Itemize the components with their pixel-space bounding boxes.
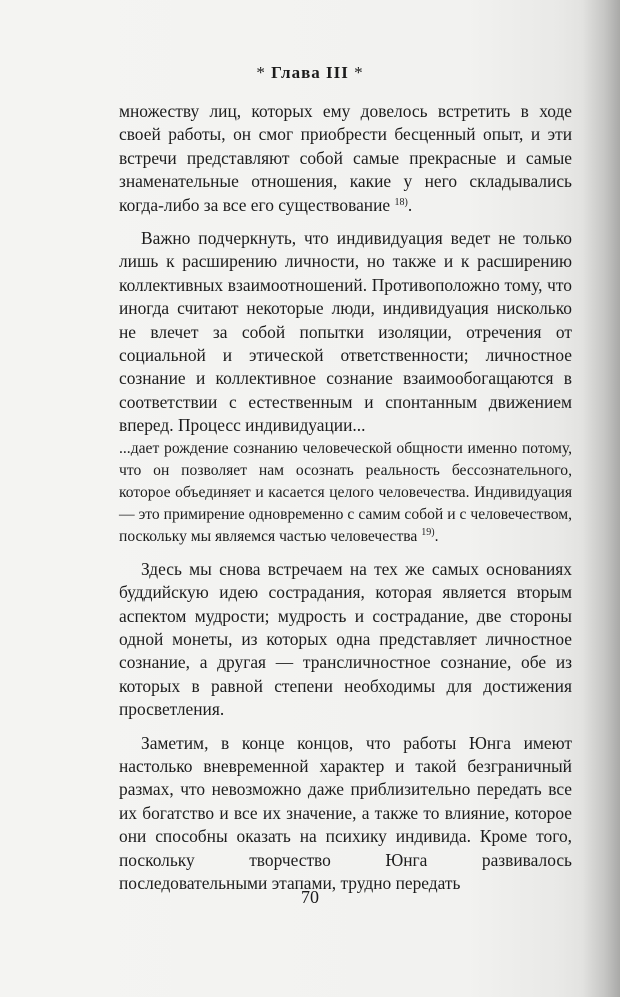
- paragraph: Важно подчеркнуть, что индивидуация ведет не только лишь к расширению личности, но также и к расширению коллективных взаимоотношений. Противоположно тому, что иногда считают некоторые люди, индивидуация нисколько не влечет за собой попытки изоляции, отречения от социальной и этической ответственности; личностное сознание и коллективное сознание взаимообогащаются в соответствии с естественным и спонтанным движением вперед. Процесс индивидуации...: [119, 228, 572, 436]
- paragraph-continued: множеству лиц, которых ему довелось встретить в ходе своей работы, он смог приобрести бесценный опыт, и эти встречи представляют собой самые прекрасные и самые знаменательные отношения, какие у него складывались когда-либо за все его существование $^{18)}$.: [119, 101, 572, 215]
- header-ornament-left: *: [256, 63, 266, 82]
- paragraph: Заметим, в конце концов, что работы Юнга имеют настолько вневременной характер и такой безграничный размах, что невозможно даже приблизительно передать все их богатство и все их значение, а также то влияние, которое они способны оказать на психику индивида. Кроме того, поскольку творчество Юнга развивалось последовательными этапами, трудно передать: [119, 732, 572, 893]
- paragraph: Здесь мы снова встречаем на тех же самых основаниях буддийскую идею сострадания, которая является вторым аспектом мудрости; мудрость и сострадание, две стороны одной монеты, из которых одна представляет личностное сознание, а другая — трансличностное сознание, обе из которых в равной степени необходимы для достижения просветления.: [119, 558, 572, 720]
- spine-shadow: [582, 0, 620, 997]
- header-ornament-right: *: [354, 63, 364, 82]
- block-quote: ...дает рождение сознанию человеческой общности именно потому, что он позволяет нам осознать реальность бессознательного, которое объединяет и касается целого человечества. Индивидуация — это примирение одновременно с самим собой и с человечеством, поскольку мы являемся частью человечества $^{19)}$.: [119, 439, 572, 545]
- chapter-title: Глава III: [271, 63, 349, 82]
- page-number: 70: [301, 887, 319, 907]
- running-header: [0, 63, 620, 83]
- body-text: [119, 100, 572, 895]
- footnote-ref: 19): [421, 526, 435, 538]
- footnote-ref: 18): [394, 196, 408, 208]
